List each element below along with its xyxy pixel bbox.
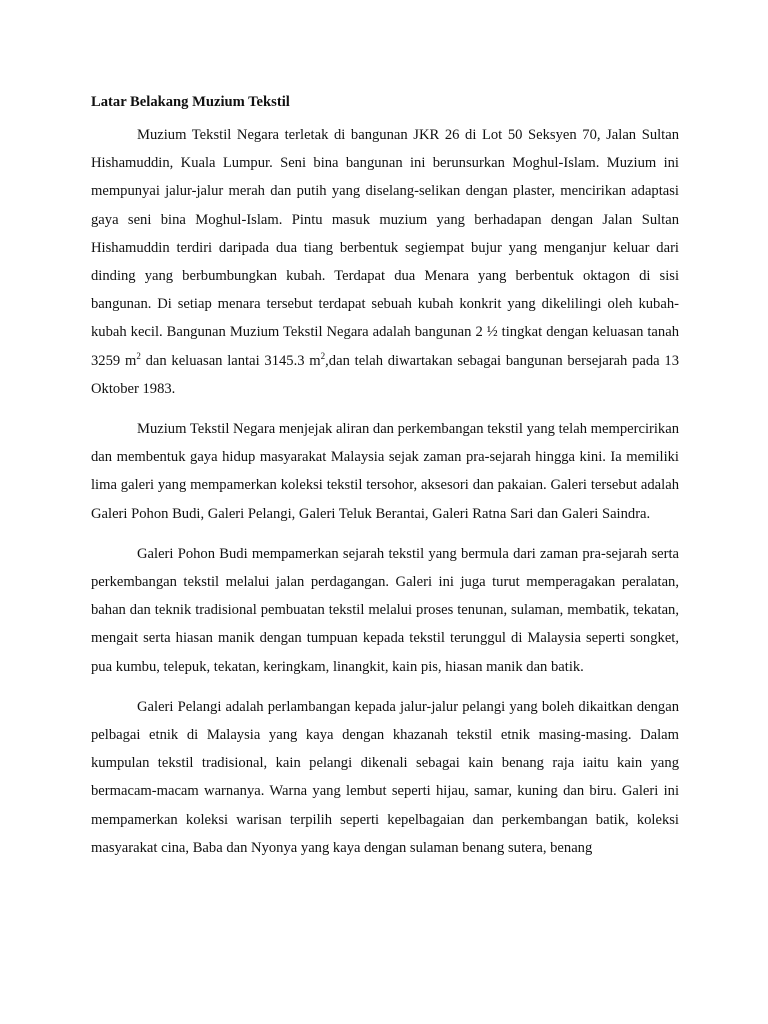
paragraph-1-text-a: Muzium Tekstil Negara terletak di bangunan JKR 26 di Lot 50 Seksyen 70, Jalan Sultan Hishamuddin, Kuala Lumpur. Seni bina bangunan ini berunsurkan Moghul-Islam. Muzium ini mempunyai jalur-jalur merah dan putih yang diselang-selikan dengan plaster, mencirikan adaptasi gaya seni bina Moghul-Islam. Pintu masuk muzium yang berhadapan dengan Jalan Sultan Hishamuddin terdiri daripada dua tiang berbentuk segiempat bujur yang menganjur keluar dari dinding yang berbumbungkan kubah. Terdapat dua Menara yang berbentuk oktagon di sisi bangunan. Di setiap menara tersebut terdapat sebuah kubah konkrit yang dikelilingi oleh kubah-kubah kecil. Bangunan Muzium Tekstil Negara adalah bangunan 2 ½ tingkat dengan keluasan tanah 3259 m	[91, 127, 679, 369]
superscript-squared: 2	[136, 350, 141, 361]
superscript-squared: 2	[320, 350, 326, 361]
paragraph-1-text-c: ,dan telah diwartakan sebagai bangunan bersejarah pada 13 Oktober 1983.	[91, 352, 680, 397]
document-title: Latar Belakang Muzium Tekstil	[91, 94, 290, 110]
paragraph-1	[91, 121, 679, 403]
paragraph-2: Muzium Tekstil Negara menjejak aliran dan perkembangan tekstil yang telah mempercirikan dan membentuk gaya hidup masyarakat Malaysia sejak zaman pra-sejarah hingga kini. Ia memiliki lima galeri yang mempamerkan koleksi tekstil tersohor, aksesori dan pakaian. Galeri tersebut adalah Galeri Pohon Budi, Galeri Pelangi, Galeri Teluk Berantai, Galeri Ratna Sari dan Galeri Saindra.	[91, 421, 679, 522]
paragraph-4: Galeri Pelangi adalah perlambangan kepada jalur-jalur pelangi yang boleh dikaitkan dengan pelbagai etnik di Malaysia yang kaya dengan khazanah tekstil etnik masing-masing. Dalam kumpulan tekstil tradisional, kain pelangi dikenali sebagai kain benang raja iaitu kain yang bermacam-macam warnanya. Warna yang lembut seperti hijau, samar, kuning dan biru. Galeri ini mempamerkan koleksi warisan terpilih seperti kepelbagaian dan perkembangan batik, koleksi masyarakat cina, Baba dan Nyonya yang kaya dengan sulaman benang sutera, benang	[91, 698, 679, 856]
paragraph-1-text-b: dan keluasan lantai 3145.3 m	[140, 352, 321, 369]
paragraph-3: Galeri Pohon Budi mempamerkan sejarah tekstil yang bermula dari zaman pra-sejarah serta perkembangan tekstil melalui jalan perdagangan. Galeri ini juga turut memperagakan peralatan, bahan dan teknik tradisional pembuatan tekstil melalui proses tenunan, sulaman, membatik, tekatan, mengait serta hiasan manik dengan tumpuan kepada tekstil terunggul di Malaysia seperti songket, pua kumbu, telepuk, tekatan, keringkam, linangkit, kain pis, hiasan manik dan batik.	[91, 545, 679, 675]
